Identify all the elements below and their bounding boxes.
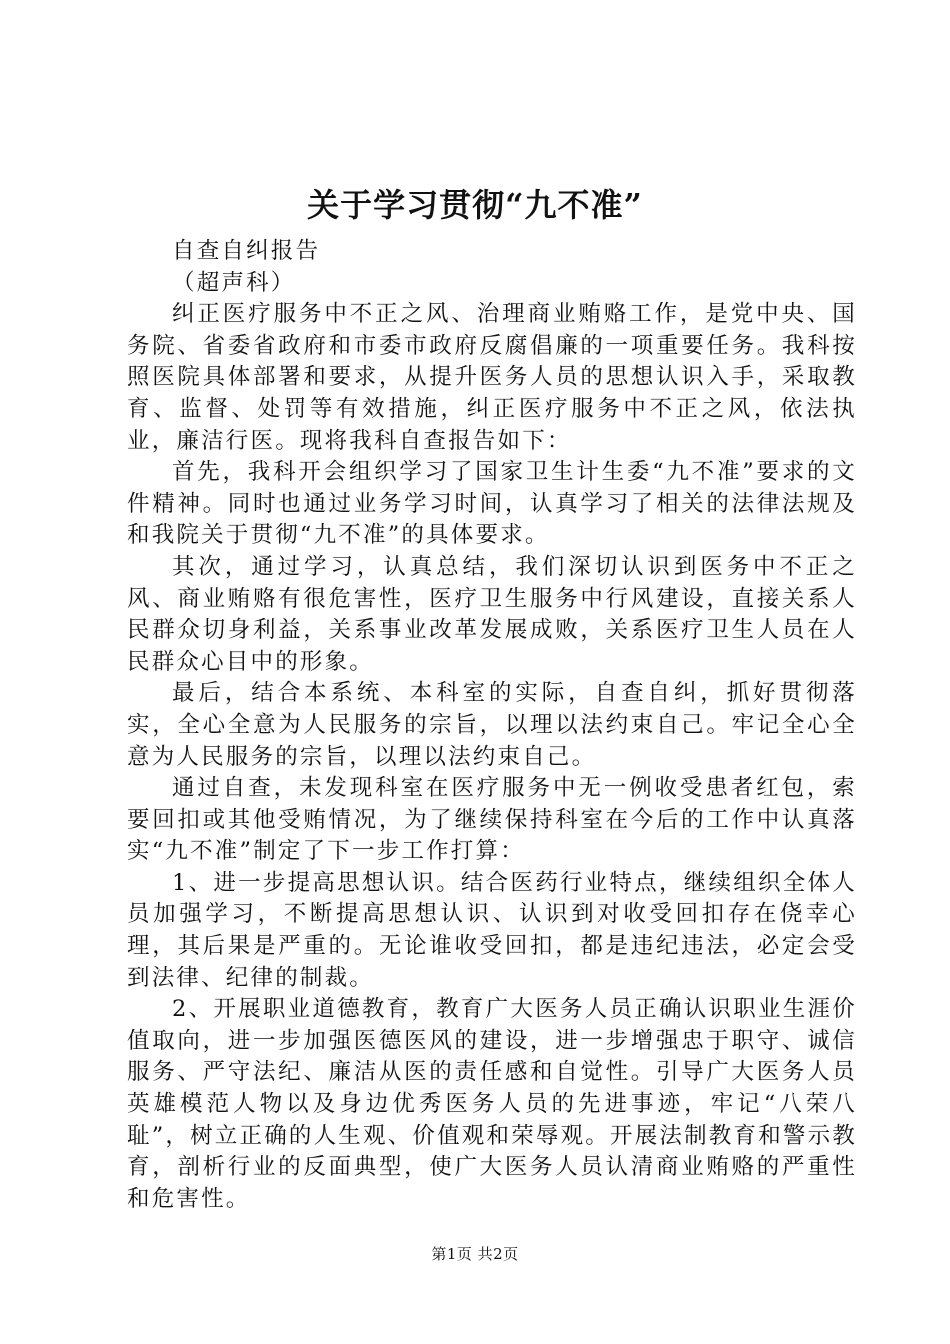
paragraph-intro: 纠正医疗服务中不正之风、治理商业贿赂工作，是党中央、国务院、省委省政府和市委市政府反腐倡廉的一项重要任务。我科按照医院具体部署和要求，从提升医务人员的思想认识入手，采取教育、监督、处罚等有效措施，纠正医疗服务中不正之风，依法执业，廉洁行医。现将我科自查报告如下： bbox=[127, 301, 857, 454]
paragraph-second: 其次，通过学习，认真总结，我们深切认识到医务中不正之风、商业贿赂有很危害性，医疗卫生服务中行风建设，直接关系人民群众切身利益，关系事业改革发展成败，关系医疗卫生人员在人民群众心目中的形象。 bbox=[127, 553, 857, 675]
department-label: （超声科） bbox=[172, 269, 296, 296]
paragraph-item-2: 2、开展职业道德教育，教育广大医务人员正确认识职业生涯价值取向，进一步加强医德医风的建设，进一步增强忠于职守、诚信服务、严守法纪、廉洁从医的责任感和自觉性。引导广大医务人员英雄模范人物以及身边优秀医务人员的先进事迹，牢记“八荣八耻”，树立正确的人生观、价值观和荣辱观。开展法制教育和警示教育，剖析行业的反面典型，使广大医务人员认清商业贿赂的严重性和危害性。 bbox=[127, 996, 858, 1212]
paragraph-item-1: 1、进一步提高思想认识。结合医药行业特点，继续组织全体人员加强学习，不断提高思想认识、认识到对收受回扣存在侥幸心理，其后果是严重的。无论谁收受回扣，都是违纪违法，必定会受到法律、纪律的制裁。 bbox=[127, 869, 857, 991]
document-subtitle: 自查自纠报告 bbox=[172, 238, 321, 264]
paragraph-last: 最后，结合本系统、本科室的实际，自查自纠，抓好贯彻落实，全心全意为人民服务的宗旨，以理以法约束自己。牢记全心全意为人民服务的宗旨，以理以法约束自己。 bbox=[127, 680, 857, 770]
document-body bbox=[127, 236, 857, 1215]
paragraph-self-check: 通过自查，未发现科室在医疗服务中无一例收受患者红包，索要回扣或其他受贿情况，为了继续保持科室在今后的工作中认真落实“九不准”制定了下一步工作打算： bbox=[127, 775, 857, 865]
paragraph-first: 首先，我科开会组织学习了国家卫生计生委“九不准”要求的文件精神。同时也通过业务学习时间，认真学习了相关的法律法规及和我院关于贯彻“九不准”的具体要求。 bbox=[127, 459, 857, 549]
document-title: 关于学习贯彻“九不准” bbox=[307, 186, 643, 224]
page-footer: 第1页 共2页 bbox=[431, 1245, 519, 1263]
